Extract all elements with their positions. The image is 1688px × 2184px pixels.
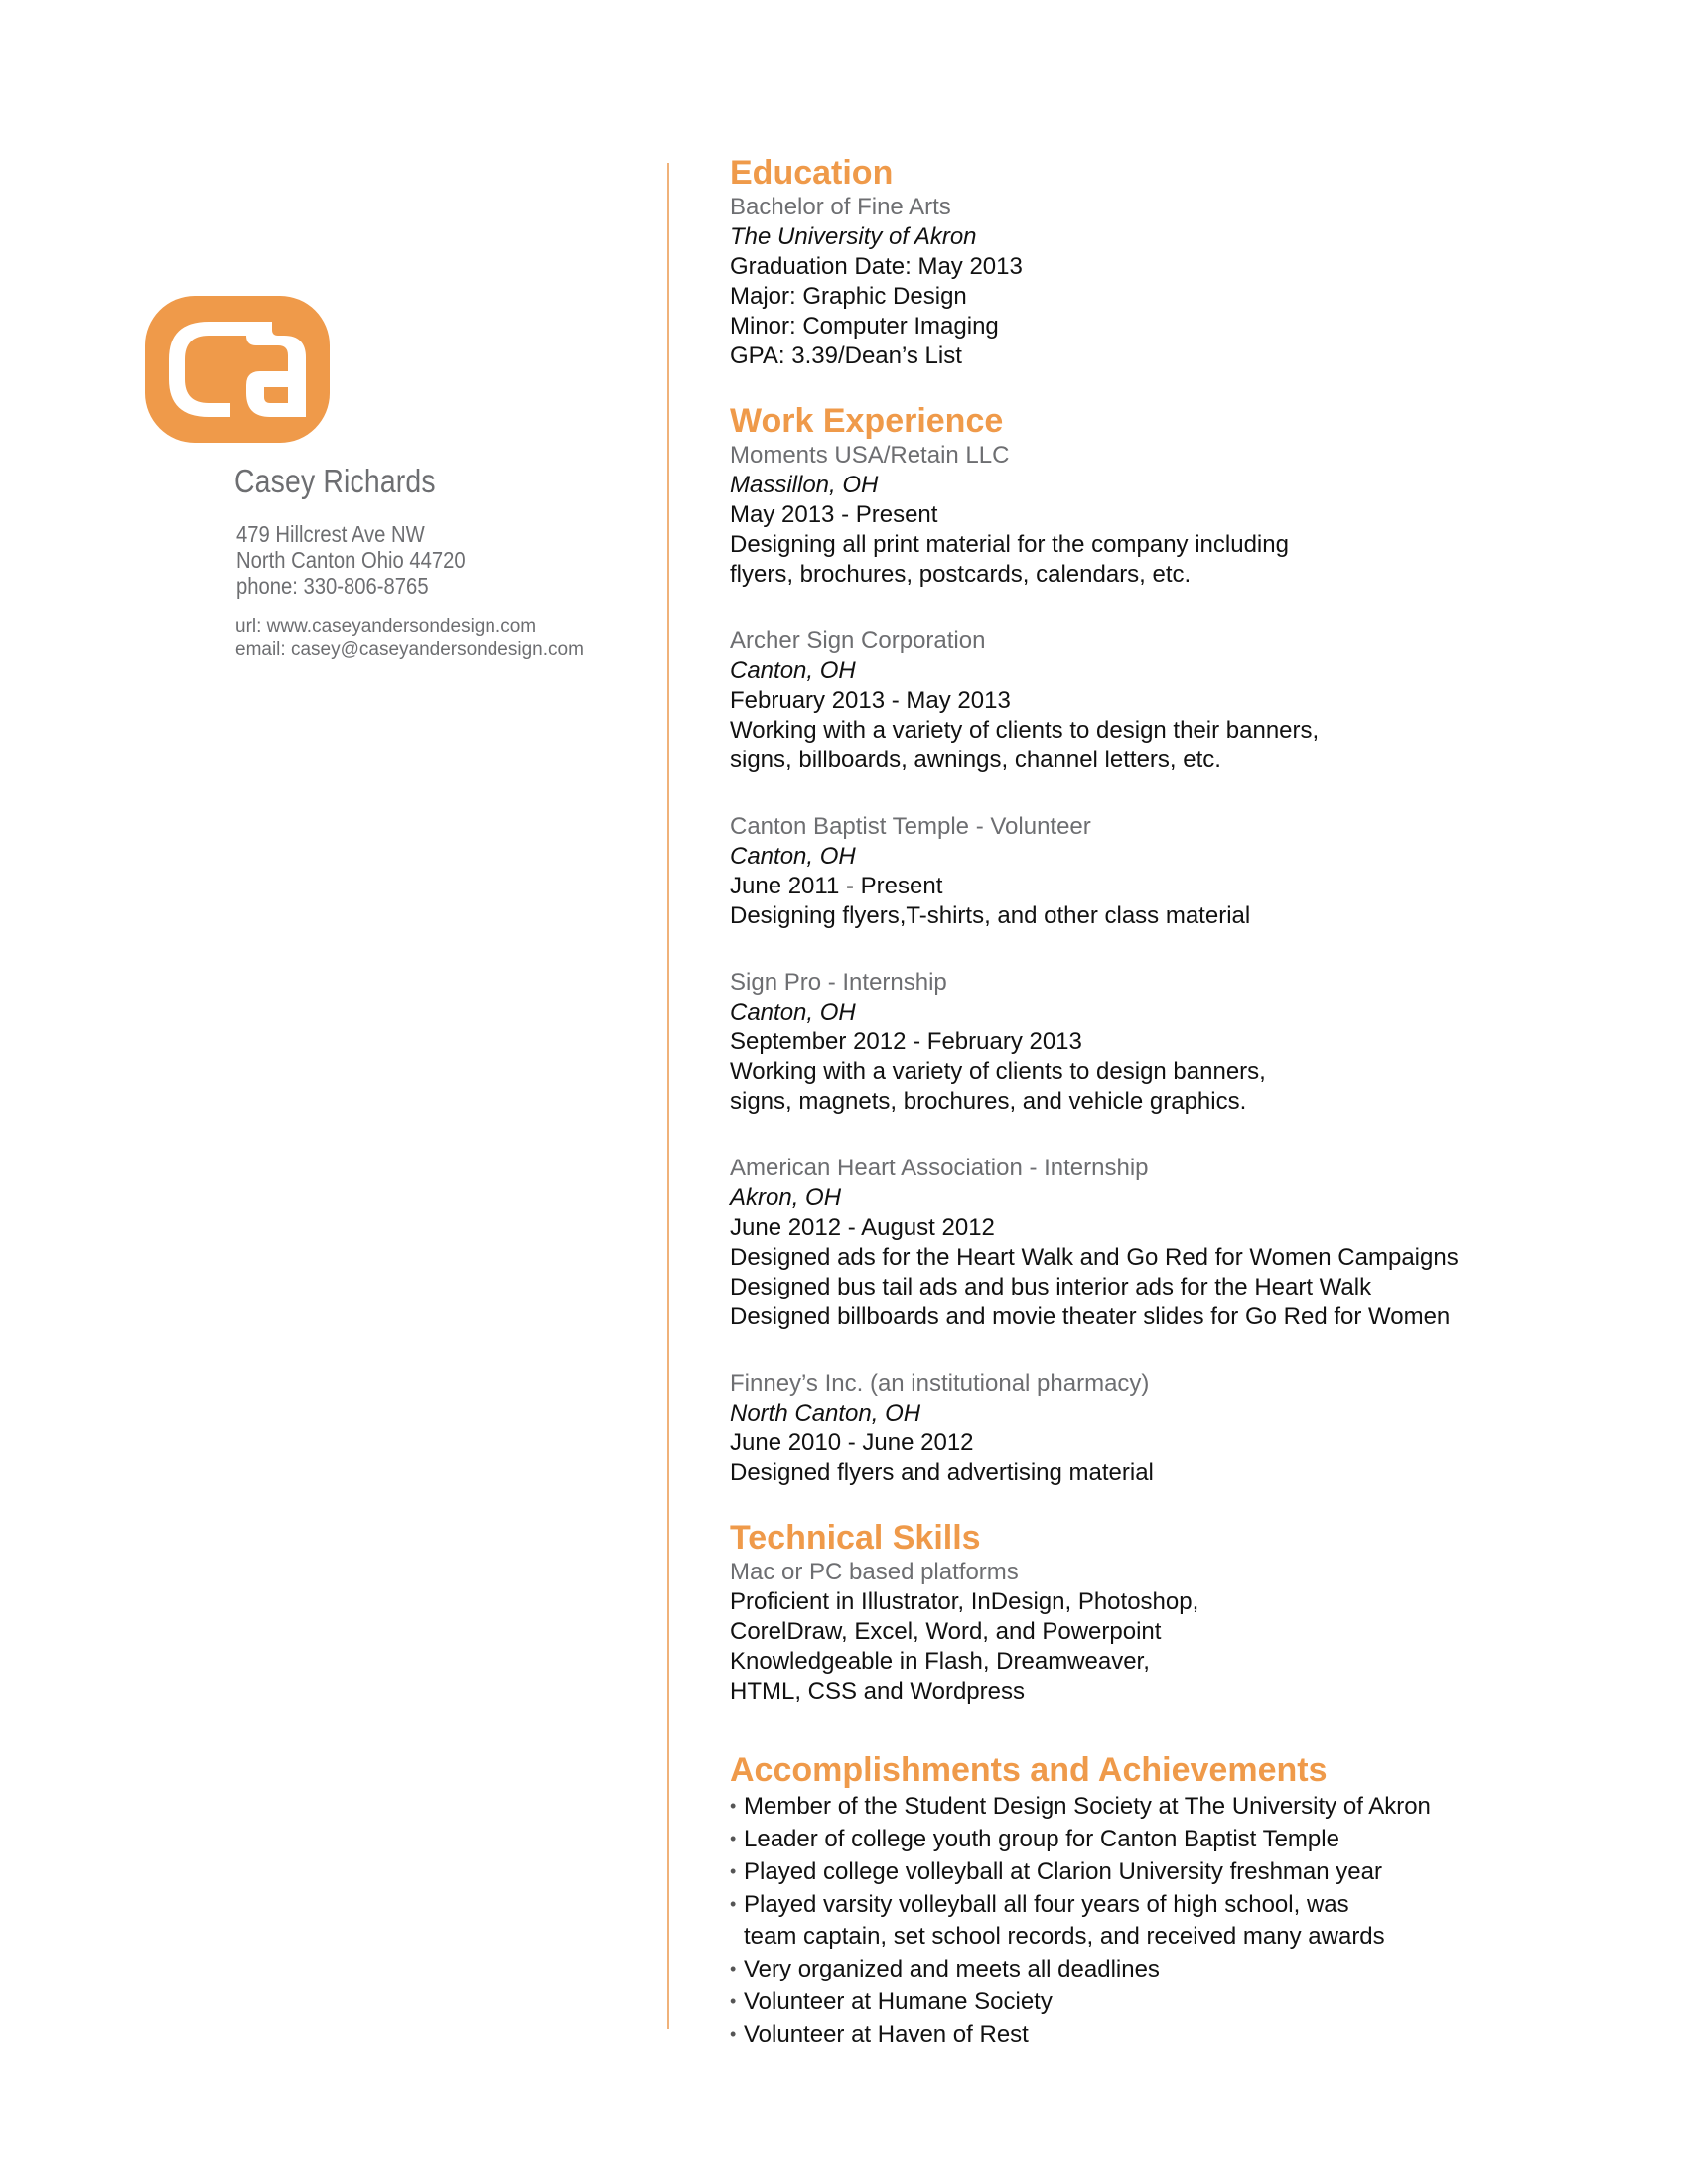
major: Major: Graphic Design (730, 283, 967, 310)
job-location: Akron, OH (730, 1184, 842, 1211)
accomplishments-list (730, 1790, 1623, 2051)
bullet-icon: • (730, 1796, 737, 1816)
job-company: Sign Pro - Internship (730, 969, 947, 996)
bullet-icon: • (730, 1991, 737, 2011)
job-location: Massillon, OH (730, 472, 879, 498)
job-description-line: Working with a variety of clients to design their banners, (730, 717, 1320, 744)
degree: Bachelor of Fine Arts (730, 194, 951, 220)
list-item-continuation: team captain, set school records, and received many awards (744, 1923, 1385, 1950)
candidate-name: Casey Richards (234, 463, 436, 499)
job-description-line: signs, magnets, brochures, and vehicle graphics. (730, 1088, 1247, 1115)
section-title-skills: Technical Skills (730, 1519, 981, 1557)
job-location: Canton, OH (730, 657, 856, 684)
job-description-line: signs, billboards, awnings, channel letters, etc. (730, 747, 1221, 773)
address-line-2: North Canton Ohio 44720 (236, 547, 466, 573)
bullet-icon: • (730, 1829, 737, 1848)
address-block (236, 521, 496, 599)
accomplishments-section (730, 1750, 1623, 2051)
list-item: • Volunteer at Haven of Rest (730, 2018, 1623, 2051)
resume-main (730, 153, 1623, 2051)
job-description-line: flyers, brochures, postcards, calendars, etc. (730, 561, 1192, 588)
job-dates: September 2012 - February 2013 (730, 1028, 1082, 1055)
job-entry (730, 1154, 1623, 1332)
job-entry (730, 441, 1623, 590)
section-title-accomplishments: Accomplishments and Achievements (730, 1751, 1328, 1789)
job-description-line: Working with a variety of clients to design banners, (730, 1058, 1266, 1085)
list-item: • Member of the Student Design Society at The University of Akron (730, 1790, 1623, 1823)
bullet-icon: • (730, 1894, 737, 1914)
contact-block (235, 615, 584, 661)
job-description-line: Designing all print material for the company including (730, 531, 1289, 558)
job-entry (730, 1369, 1623, 1488)
list-item: • Very organized and meets all deadlines (730, 1953, 1623, 1985)
address-line-1: 479 Hillcrest Ave NW (236, 521, 425, 547)
job-entry (730, 812, 1623, 931)
job-description-line: Designed ads for the Heart Walk and Go Red for Women Campaigns (730, 1244, 1459, 1271)
job-description-line: Designed billboards and movie theater slides for Go Red for Women (730, 1303, 1451, 1330)
job-description-line: Designed bus tail ads and bus interior ads for the Heart Walk (730, 1274, 1372, 1300)
job-location: Canton, OH (730, 999, 856, 1025)
minor: Minor: Computer Imaging (730, 313, 999, 340)
job-company: Archer Sign Corporation (730, 627, 986, 654)
job-company: Canton Baptist Temple - Volunteer (730, 813, 1091, 840)
job-entry (730, 626, 1623, 775)
job-dates: May 2013 - Present (730, 501, 938, 528)
list-item: • Played varsity volleyball all four years of high school, was team captain, set school records, and received many awards (730, 1888, 1623, 1953)
job-description-line: Designed flyers and advertising material (730, 1459, 1154, 1486)
job-location: North Canton, OH (730, 1400, 921, 1427)
section-title-education: Education (730, 154, 894, 192)
job-dates: June 2012 - August 2012 (730, 1214, 995, 1241)
school: The University of Akron (730, 223, 977, 250)
phone: phone: 330-806-8765 (236, 573, 429, 599)
gpa: GPA: 3.39/Dean’s List (730, 342, 962, 369)
section-title-work: Work Experience (730, 402, 1004, 440)
list-item: • Volunteer at Humane Society (730, 1985, 1623, 2018)
bullet-icon: • (730, 1861, 737, 1881)
job-location: Canton, OH (730, 843, 856, 870)
education-section (730, 153, 1623, 371)
graduation-date: Graduation Date: May 2013 (730, 253, 1023, 280)
column-divider (667, 163, 669, 2029)
job-dates: June 2010 - June 2012 (730, 1430, 974, 1456)
email-address: email: casey@caseyandersondesign.com (235, 639, 584, 660)
job-description-line: Designing flyers,T-shirts, and other class material (730, 902, 1251, 929)
job-company: Moments USA/Retain LLC (730, 442, 1010, 469)
technical-skills-section (730, 1518, 1623, 1706)
skills-line: CorelDraw, Excel, Word, and Powerpoint (730, 1618, 1162, 1645)
skills-subtitle: Mac or PC based platforms (730, 1559, 1019, 1585)
job-company: Finney’s Inc. (an institutional pharmacy) (730, 1370, 1150, 1397)
list-item: • Leader of college youth group for Canton Baptist Temple (730, 1823, 1623, 1855)
job-dates: February 2013 - May 2013 (730, 687, 1011, 714)
ca-monogram-logo-icon (145, 296, 330, 443)
skills-line: Proficient in Illustrator, InDesign, Photoshop, (730, 1588, 1199, 1615)
bullet-icon: • (730, 2024, 737, 2044)
job-dates: June 2011 - Present (730, 873, 943, 899)
job-entry (730, 968, 1623, 1117)
website-url: url: www.caseyandersondesign.com (235, 616, 537, 637)
list-item: • Played college volleyball at Clarion University freshman year (730, 1855, 1623, 1888)
job-company: American Heart Association - Internship (730, 1155, 1149, 1181)
bullet-icon: • (730, 1959, 737, 1979)
skills-line: Knowledgeable in Flash, Dreamweaver, (730, 1648, 1150, 1675)
work-experience-section (730, 401, 1623, 1488)
skills-line: HTML, CSS and Wordpress (730, 1678, 1025, 1705)
